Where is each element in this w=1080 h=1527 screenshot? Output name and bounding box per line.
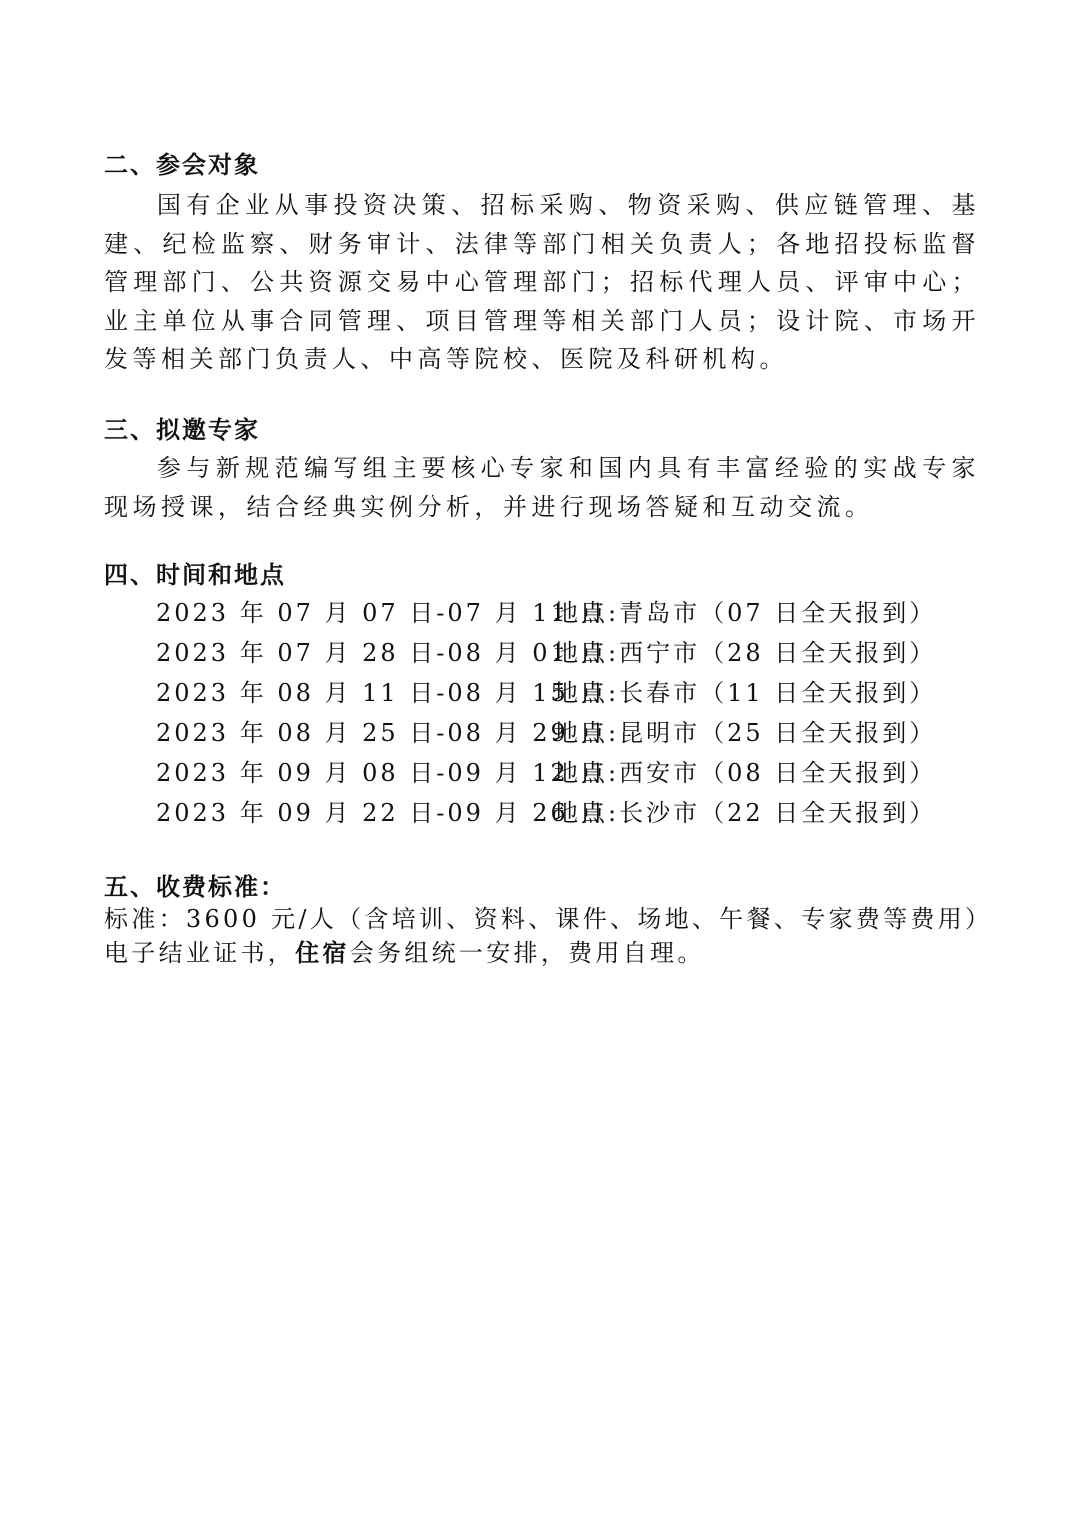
attendees-text: 国有企业从事投资决策、招标采购、物资采购、供应链管理、基建、纪检监察、财务审计、法律等部门相关负责人；各地招投标监督管理部门、公共资源交易中心管理部门；招标代理人员、评审中心；业主单位从事合同管理、项目管理等相关部门人员；设计院、市场开发等相关部门负责人、中高等院校、医院及科研机构。 <box>104 191 980 373</box>
schedule-row <box>156 758 936 788</box>
section-heading-attendees: 二、参会对象 <box>104 151 260 179</box>
schedule-place: 地点:长沙市（22 日全天报到） <box>554 799 937 827</box>
schedule-place: 地点:青岛市（07 日全天报到） <box>554 599 937 627</box>
schedule-place: 地点:西安市（08 日全天报到） <box>554 759 937 787</box>
schedule-row <box>156 678 936 708</box>
schedule-date: 2023 年 07 月 07 日-07 月 11 日 <box>156 599 607 627</box>
schedule-place: 地点:昆明市（25 日全天报到） <box>554 719 937 747</box>
experts-text: 参与新规范编写组主要核心专家和国内具有丰富经验的实战专家现场授课，结合经典实例分析，并进行现场答疑和互动交流。 <box>104 454 980 521</box>
section-body-attendees <box>104 186 980 379</box>
section-heading-fees: 五、收费标准： <box>104 873 286 901</box>
fee-notes <box>104 938 705 968</box>
schedule-row <box>156 598 936 628</box>
schedule-date: 2023 年 09 月 08 日-09 月 12 日 <box>156 759 607 787</box>
schedule-row <box>156 638 936 668</box>
section-heading-time-place: 四、时间和地点 <box>104 561 286 589</box>
section-heading-experts: 三、拟邀专家 <box>104 416 260 444</box>
schedule-date: 2023 年 08 月 11 日-08 月 15 日 <box>156 679 607 707</box>
schedule-row <box>156 718 936 748</box>
schedule-date: 2023 年 08 月 25 日-08 月 29 日 <box>156 719 607 747</box>
accommodation-label: 住宿 <box>295 939 350 967</box>
schedule-date: 2023 年 07 月 28 日-08 月 01 日 <box>156 639 607 667</box>
schedule-place: 地点:长春市（11 日全天报到） <box>554 679 937 707</box>
schedule-place: 地点:西宁市（28 日全天报到） <box>554 639 937 667</box>
certificate-note: 电子结业证书， <box>104 939 296 967</box>
schedule-date: 2023 年 09 月 22 日-09 月 26 日 <box>156 799 607 827</box>
accommodation-note: 会务组统一安排，费用自理。 <box>349 939 705 967</box>
section-body-experts <box>104 449 980 526</box>
schedule-row <box>156 798 936 828</box>
fee-standard: 标准：3600 元/人（含培训、资料、课件、场地、午餐、专家费等费用） <box>104 905 993 933</box>
